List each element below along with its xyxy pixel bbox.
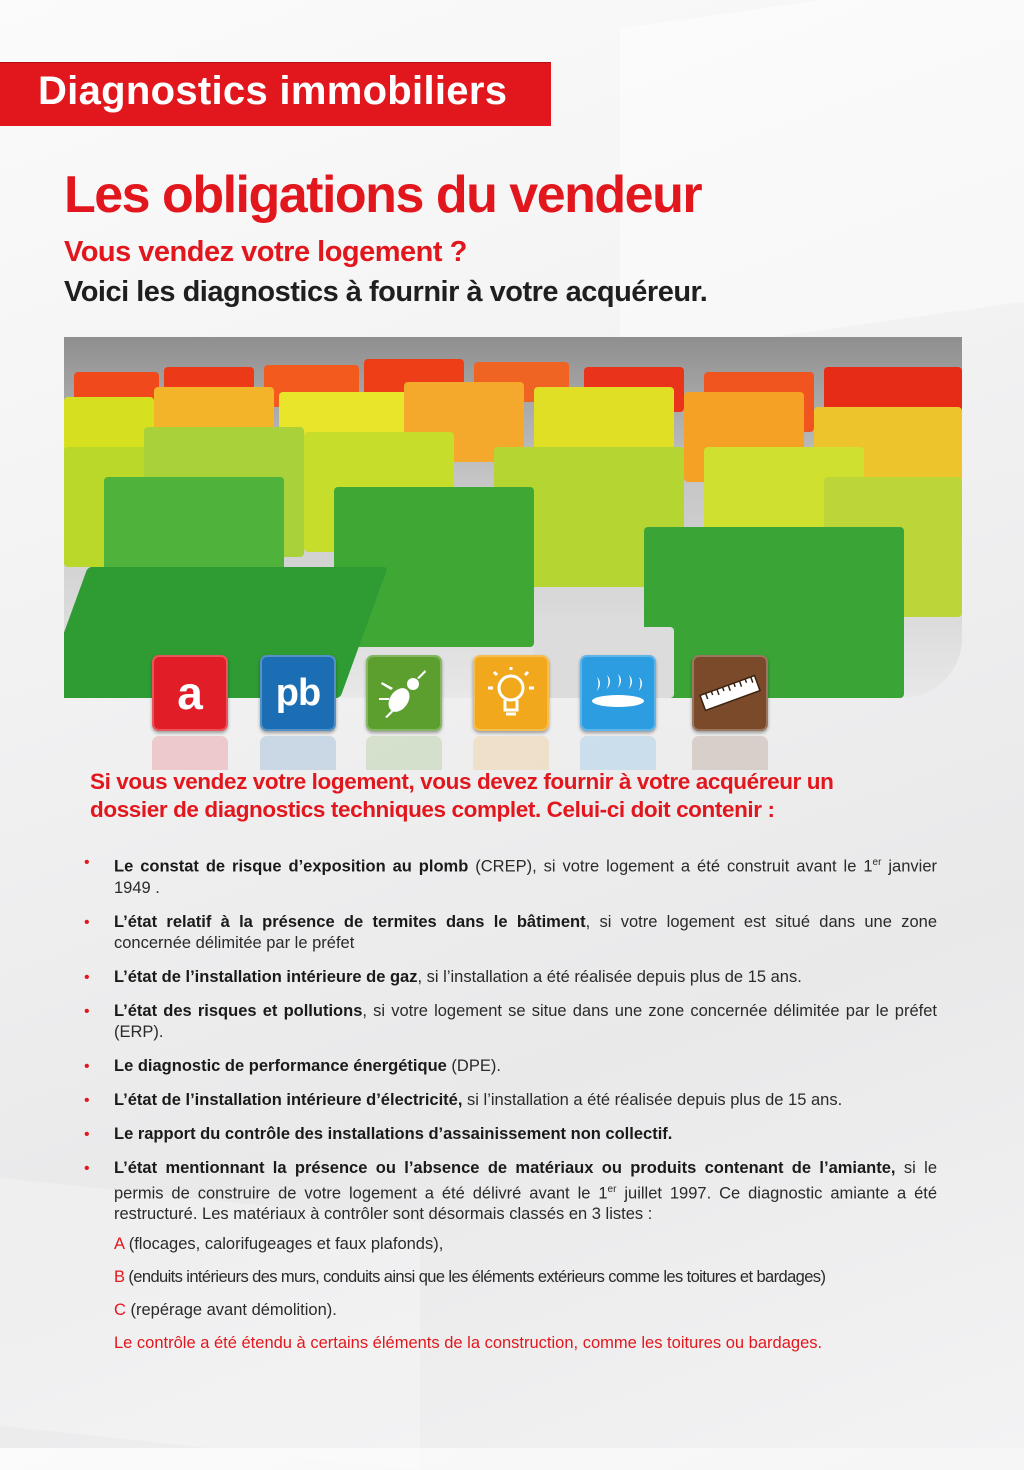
item-title: Le diagnostic de performance énergétique — [114, 1056, 447, 1075]
list-item — [84, 967, 937, 988]
list-item — [84, 1056, 937, 1077]
list-item — [84, 1090, 937, 1111]
list-item — [84, 1001, 937, 1043]
lightbulb-icon — [473, 655, 549, 731]
list-item — [84, 852, 937, 899]
item-title: L’état de l’installation intérieure d’électricité, — [114, 1090, 463, 1109]
list-text: (enduits intérieurs des murs, conduits ainsi que les éléments extérieurs comme les toitures et bardages) — [124, 1268, 826, 1286]
icon-reflection — [260, 736, 336, 770]
list-letter: B — [114, 1268, 125, 1286]
amiante-icon — [152, 655, 228, 731]
bullet: • — [84, 1159, 90, 1177]
bullet: • — [84, 854, 90, 871]
bullet: • — [84, 968, 90, 986]
amiante-list-c — [84, 1301, 937, 1320]
bullet: • — [84, 1091, 90, 1109]
item-title: L’état des risques et pollutions — [114, 1001, 363, 1020]
icon-reflection — [692, 736, 768, 770]
list-text: (flocages, calorifugeages et faux plafonds), — [124, 1235, 444, 1253]
plomb-icon — [260, 655, 336, 731]
list-item — [84, 1124, 937, 1145]
list-text: (repérage avant démolition). — [125, 1301, 337, 1319]
item-sup: er — [872, 857, 882, 868]
extension-note: Le contrôle a été étendu à certains éléments de la construction, comme les toitures ou bardages. — [114, 1334, 823, 1352]
amiante-list-b — [84, 1268, 937, 1287]
ruler-icon — [692, 655, 768, 731]
icon-reflection — [152, 736, 228, 770]
item-text: juillet 1997. Ce diagnostic amiante a été restructuré. Les matériaux à contrôler sont désormais classés en 3 listes : — [114, 1184, 938, 1223]
icon-reflection — [580, 736, 656, 770]
banner-text: Diagnostics immobiliers — [38, 69, 508, 113]
item-title: L’état mentionnant la présence ou l’absence de matériaux ou produits contenant de l’amiante, — [114, 1158, 896, 1177]
item-sup: er — [607, 1183, 617, 1195]
item-title: Le rapport du contrôle des installations d’assainissement non collectif. — [114, 1124, 673, 1143]
item-title: L’état relatif à la présence de termites dans le bâtiment — [114, 912, 586, 931]
icon-reflection — [473, 736, 549, 770]
diagnostics-list — [84, 852, 937, 1353]
houses-energy-photo — [64, 337, 962, 698]
plomb-icon-label: pb — [275, 671, 321, 714]
amiante-list-a — [84, 1235, 937, 1254]
item-text: (DPE). — [446, 1056, 501, 1075]
icon-reflection — [366, 736, 442, 770]
list-item — [84, 1158, 937, 1226]
subtitle-question: Vous vendez votre logement ? — [64, 236, 467, 268]
gas-burner-icon — [580, 655, 656, 731]
intro-paragraph: Si vous vendez votre logement, vous devez fournir à votre acquéreur un dossier de diagnostics techniques complet. Celui-ci doit contenir : — [90, 769, 834, 822]
list-item — [84, 912, 937, 954]
item-text: (CREP), si votre logement a été construit avant le 1 — [468, 857, 873, 876]
item-text: si le permis de construire de votre logement a été délivré avant le 1 — [114, 1158, 938, 1202]
item-title: L’état de l’installation intérieure de gaz — [114, 967, 418, 986]
item-text: , si l’installation a été réalisée depuis plus de 15 ans. — [417, 967, 802, 986]
item-title: Le constat de risque d’exposition au plomb — [114, 857, 469, 876]
page-title: Les obligations du vendeur — [64, 166, 702, 224]
section-banner — [0, 62, 551, 126]
list-letter: C — [114, 1301, 126, 1319]
bullet: • — [84, 1125, 90, 1143]
item-text: , si votre logement se situe dans une zone concernée délimitée par le préfet (ERP). — [114, 1001, 937, 1041]
item-text: si l’installation a été réalisée depuis plus de 15 ans. — [462, 1090, 843, 1109]
subtitle-statement: Voici les diagnostics à fournir à votre acquéreur. — [64, 276, 708, 308]
bullet: • — [84, 1002, 90, 1020]
list-letter: A — [114, 1235, 125, 1253]
item-text: , si votre logement est situé dans une zone concernée délimitée par le préfet — [114, 912, 937, 952]
item-text: janvier 1949 . — [114, 857, 937, 897]
amiante-icon-label: a — [177, 667, 203, 719]
bullet: • — [84, 913, 90, 931]
termite-icon — [366, 655, 442, 731]
bullet: • — [84, 1057, 90, 1075]
